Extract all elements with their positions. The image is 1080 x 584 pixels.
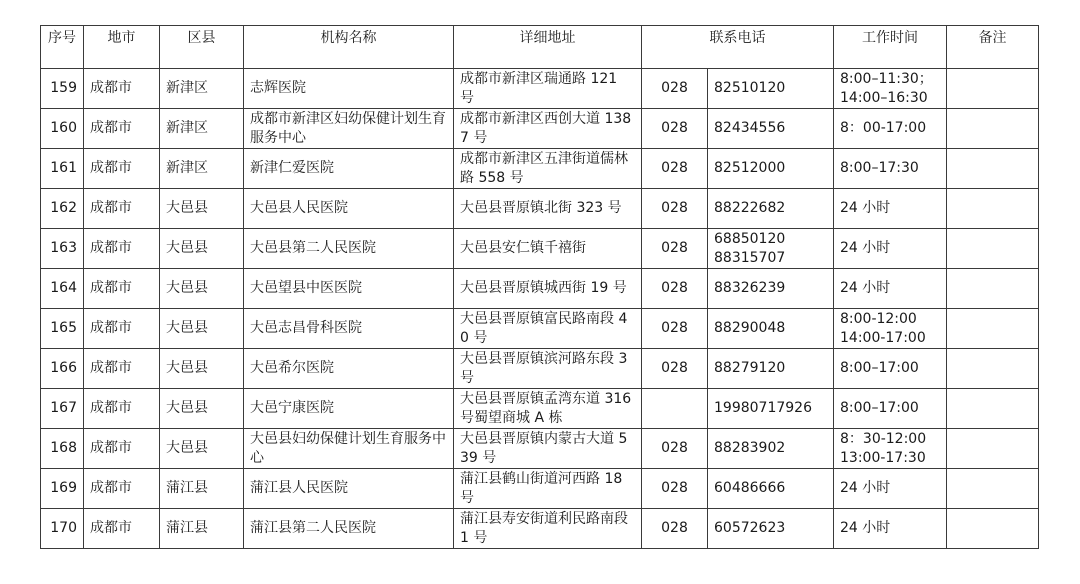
- cell-address: 成都市新津区五津街道儒林路 558 号: [454, 149, 642, 189]
- cell-seq: 167: [41, 389, 84, 429]
- cell-district: 大邑县: [160, 309, 244, 349]
- table-row: [41, 309, 1039, 349]
- table-row: [41, 509, 1039, 549]
- table-row: [41, 269, 1039, 309]
- cell-hours: 24 小时: [834, 469, 947, 509]
- cell-seq: 163: [41, 229, 84, 269]
- cell-district: 新津区: [160, 69, 244, 109]
- cell-remark: [947, 189, 1039, 229]
- cell-district: 大邑县: [160, 189, 244, 229]
- header-row: [41, 26, 1039, 69]
- table-row: [41, 429, 1039, 469]
- cell-address: 成都市新津区瑞通路 121 号: [454, 69, 642, 109]
- cell-remark: [947, 149, 1039, 189]
- cell-seq: 168: [41, 429, 84, 469]
- cell-hours: 8:00-12:00 14:00-17:00: [834, 309, 947, 349]
- cell-phone: 68850120 88315707: [708, 229, 834, 269]
- cell-remark: [947, 229, 1039, 269]
- cell-district: 新津区: [160, 149, 244, 189]
- cell-phone: 60486666: [708, 469, 834, 509]
- cell-city: 成都市: [84, 349, 160, 389]
- cell-district: 大邑县: [160, 429, 244, 469]
- cell-city: 成都市: [84, 109, 160, 149]
- cell-org: 新津仁爱医院: [244, 149, 454, 189]
- cell-seq: 160: [41, 109, 84, 149]
- cell-org: 大邑县妇幼保健计划生育服务中心: [244, 429, 454, 469]
- cell-phone: 88279120: [708, 349, 834, 389]
- cell-remark: [947, 349, 1039, 389]
- cell-remark: [947, 429, 1039, 469]
- cell-hours: 8：00-17:00: [834, 109, 947, 149]
- cell-org: 大邑县人民医院: [244, 189, 454, 229]
- cell-remark: [947, 469, 1039, 509]
- cell-code: 028: [642, 229, 708, 269]
- cell-seq: 164: [41, 269, 84, 309]
- cell-hours: 24 小时: [834, 509, 947, 549]
- table-row: [41, 149, 1039, 189]
- table-row: [41, 189, 1039, 229]
- cell-district: 蒲江县: [160, 509, 244, 549]
- cell-city: 成都市: [84, 429, 160, 469]
- cell-city: 成都市: [84, 509, 160, 549]
- cell-org: 蒲江县第二人民医院: [244, 509, 454, 549]
- cell-code: [642, 389, 708, 429]
- cell-city: 成都市: [84, 229, 160, 269]
- cell-city: 成都市: [84, 69, 160, 109]
- cell-org: 大邑宁康医院: [244, 389, 454, 429]
- cell-phone: 88290048: [708, 309, 834, 349]
- cell-org: 大邑希尔医院: [244, 349, 454, 389]
- cell-phone: 88222682: [708, 189, 834, 229]
- cell-remark: [947, 109, 1039, 149]
- cell-city: 成都市: [84, 309, 160, 349]
- cell-code: 028: [642, 109, 708, 149]
- cell-phone: 82510120: [708, 69, 834, 109]
- cell-remark: [947, 269, 1039, 309]
- table-row: [41, 69, 1039, 109]
- cell-address: 蒲江县寿安街道利民路南段 1 号: [454, 509, 642, 549]
- cell-district: 大邑县: [160, 229, 244, 269]
- cell-address: 大邑县晋原镇北街 323 号: [454, 189, 642, 229]
- cell-address: 大邑县晋原镇孟湾东道 316 号蜀望商城 A 栋: [454, 389, 642, 429]
- cell-address: 大邑县晋原镇滨河路东段 3 号: [454, 349, 642, 389]
- header-district: 区县: [160, 26, 244, 69]
- cell-address: 大邑县晋原镇城西街 19 号: [454, 269, 642, 309]
- cell-address: 成都市新津区西创大道 1387 号: [454, 109, 642, 149]
- cell-phone: 88326239: [708, 269, 834, 309]
- cell-seq: 169: [41, 469, 84, 509]
- table-row: [41, 229, 1039, 269]
- cell-district: 大邑县: [160, 389, 244, 429]
- cell-org: 大邑志昌骨科医院: [244, 309, 454, 349]
- cell-seq: 159: [41, 69, 84, 109]
- cell-hours: 8:00–11:30； 14:00–16:30: [834, 69, 947, 109]
- cell-org: 志辉医院: [244, 69, 454, 109]
- table-row: [41, 389, 1039, 429]
- cell-seq: 170: [41, 509, 84, 549]
- cell-remark: [947, 509, 1039, 549]
- institution-table: [40, 25, 1039, 549]
- cell-phone: 88283902: [708, 429, 834, 469]
- cell-address: 大邑县安仁镇千禧街: [454, 229, 642, 269]
- cell-org: 大邑望县中医医院: [244, 269, 454, 309]
- cell-seq: 161: [41, 149, 84, 189]
- cell-city: 成都市: [84, 149, 160, 189]
- cell-hours: 8:00–17:00: [834, 349, 947, 389]
- cell-district: 大邑县: [160, 269, 244, 309]
- cell-district: 大邑县: [160, 349, 244, 389]
- table-row: [41, 109, 1039, 149]
- cell-code: 028: [642, 349, 708, 389]
- cell-address: 大邑县晋原镇富民路南段 40 号: [454, 309, 642, 349]
- cell-hours: 8:00–17:30: [834, 149, 947, 189]
- cell-address: 蒲江县鹤山街道河西路 18 号: [454, 469, 642, 509]
- cell-code: 028: [642, 429, 708, 469]
- cell-org: 蒲江县人民医院: [244, 469, 454, 509]
- header-hours: 工作时间: [834, 26, 947, 69]
- cell-city: 成都市: [84, 189, 160, 229]
- cell-hours: 8:00–17:00: [834, 389, 947, 429]
- cell-hours: 24 小时: [834, 229, 947, 269]
- cell-code: 028: [642, 189, 708, 229]
- cell-hours: 8：30-12:00 13:00-17:30: [834, 429, 947, 469]
- cell-org: 成都市新津区妇幼保健计划生育服务中心: [244, 109, 454, 149]
- header-phone: 联系电话: [642, 26, 834, 69]
- cell-city: 成都市: [84, 269, 160, 309]
- table-row: [41, 349, 1039, 389]
- header-city: 地市: [84, 26, 160, 69]
- cell-city: 成都市: [84, 389, 160, 429]
- table-body: [41, 69, 1039, 549]
- table-row: [41, 469, 1039, 509]
- cell-hours: 24 小时: [834, 269, 947, 309]
- cell-city: 成都市: [84, 469, 160, 509]
- cell-code: 028: [642, 309, 708, 349]
- cell-district: 新津区: [160, 109, 244, 149]
- cell-remark: [947, 309, 1039, 349]
- cell-seq: 166: [41, 349, 84, 389]
- header-seq: 序号: [41, 26, 84, 69]
- cell-remark: [947, 69, 1039, 109]
- cell-code: 028: [642, 69, 708, 109]
- cell-phone: 60572623: [708, 509, 834, 549]
- cell-district: 蒲江县: [160, 469, 244, 509]
- header-remark: 备注: [947, 26, 1039, 69]
- cell-code: 028: [642, 469, 708, 509]
- header-address: 详细地址: [454, 26, 642, 69]
- cell-address: 大邑县晋原镇内蒙古大道 539 号: [454, 429, 642, 469]
- cell-phone: 82434556: [708, 109, 834, 149]
- cell-phone: 19980717926: [708, 389, 834, 429]
- cell-seq: 165: [41, 309, 84, 349]
- cell-org: 大邑县第二人民医院: [244, 229, 454, 269]
- cell-code: 028: [642, 269, 708, 309]
- cell-code: 028: [642, 149, 708, 189]
- cell-remark: [947, 389, 1039, 429]
- header-org: 机构名称: [244, 26, 454, 69]
- cell-seq: 162: [41, 189, 84, 229]
- cell-hours: 24 小时: [834, 189, 947, 229]
- cell-code: 028: [642, 509, 708, 549]
- cell-phone: 82512000: [708, 149, 834, 189]
